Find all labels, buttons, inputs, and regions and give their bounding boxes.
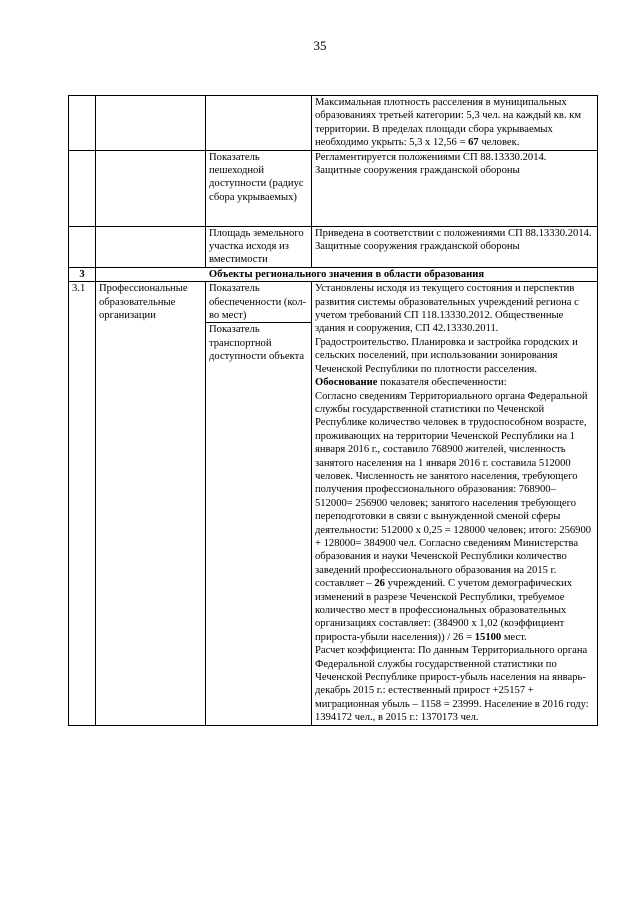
density-value: 67	[468, 137, 479, 149]
justification-heading-bold: Обоснование	[315, 377, 378, 389]
cell-empty	[206, 96, 312, 151]
land-label: Площадь земельного участка исходя из вместимости	[206, 226, 312, 267]
row-name: Профессиональные образовательные организации	[96, 282, 206, 725]
density-text: Максимальная плотность расселения в муниципальных образованиях третьей категории: 5,3 чел. на каждый кв. км территории. В пределах площади сбора укрываемых необходимо укрыть: 5,3 х 12,56 =	[315, 97, 582, 149]
places-count: 15100	[474, 631, 502, 643]
justification-p3-e: мест.	[501, 631, 527, 643]
section-title: Объекты регионального значения в области образования	[96, 267, 598, 281]
justification-p4: Расчет коэффициента: По данным Территориального органа Федеральной службы государственной статистики по Чеченской Республике прирост-убыль населения на январь-декабрь 2015 г.: естественный прирост +25157 + миграционная убыль – 1158 = 23999. Население в 2016 году: 1394172 чел., в 2015 г.: 1370173 чел.	[315, 645, 589, 724]
cell-empty	[96, 226, 206, 267]
justification-heading	[315, 376, 594, 389]
cell-empty	[69, 150, 96, 226]
pedestrian-label: Показатель пешеходной доступности (радиус сбора укрываемых)	[206, 150, 312, 226]
document-table	[68, 95, 598, 726]
density-cell	[312, 96, 598, 151]
pedestrian-text: Регламентируется положениями СП 88.13330.2014. Защитные сооружения гражданской обороны	[312, 150, 598, 226]
indicator-provision: Показатель обеспеченности (кол-во мест)	[206, 282, 311, 323]
density-suffix: человек.	[478, 137, 520, 149]
justification-p3-a: Согласно сведениям Территориального органа Федеральной службы государственной статистики по Чеченской Республике количество человек в трудоспособном возрасте, проживающих на территории Чеченской Республики на 1 января 2016 г., составило 768900 жителей, численность занятого населения на 1 января 2016 г. составила 512000 человек. Численность не занятого населения, требующего получения профессионального образования: 768900– 512000= 256900 человек; занятого населения требующего переподготовки в связи с вынужденной сменой сферы деятельности: 512000 х 0,25 = 128000 человек; итого: 256900 + 128000= 384900 чел. Согласно сведениям Министерства образования и науки Чеченской Республики количество заведений профессионального образования на 2015 г. составляет –	[315, 390, 592, 590]
indicators-cell	[206, 282, 312, 725]
justification-p3	[315, 390, 594, 645]
cell-empty	[69, 226, 96, 267]
justification-p3-c: учреждений. С учетом демографических изменений в разрезе Чеченской Республики, требуемое количество мест в профессиональных образовательных организациях составляет: (384900 х 1,02 (коэффициент прироста-убыли населения)) / 26 =	[315, 578, 573, 643]
indicator-transport: Показатель транспортной доступности объекта	[209, 324, 305, 363]
cell-empty	[96, 96, 206, 151]
cell-empty	[69, 96, 96, 151]
row-number: 3.1	[69, 282, 96, 725]
table-row-3-1	[69, 282, 598, 725]
table-row-density	[69, 96, 598, 151]
table-row-pedestrian	[69, 150, 598, 226]
section-number: 3	[69, 267, 96, 281]
section-row	[69, 267, 598, 281]
land-text: Приведена в соответствии с положениями СП 88.13330.2014. Защитные сооружения гражданской обороны	[312, 226, 598, 267]
institutions-count: 26	[374, 578, 385, 590]
justification-cell	[312, 282, 598, 725]
justification-p1: Установлены исходя из текущего состояния и перспектив развития системы образовательных учреждений региона с учетом требований СП 118.13330.2012. Общественные здания и сооружения, СП 42.13330.2011. Градостроительство. Планировка и застройка городских и сельских поселений, при использовании зонирования Чеченской Республики по плотности расселения.	[315, 283, 579, 375]
cell-empty	[96, 150, 206, 226]
justification-heading-rest: показателя обеспеченности:	[377, 377, 507, 389]
table-row-land	[69, 226, 598, 267]
page-number: 35	[313, 38, 327, 53]
